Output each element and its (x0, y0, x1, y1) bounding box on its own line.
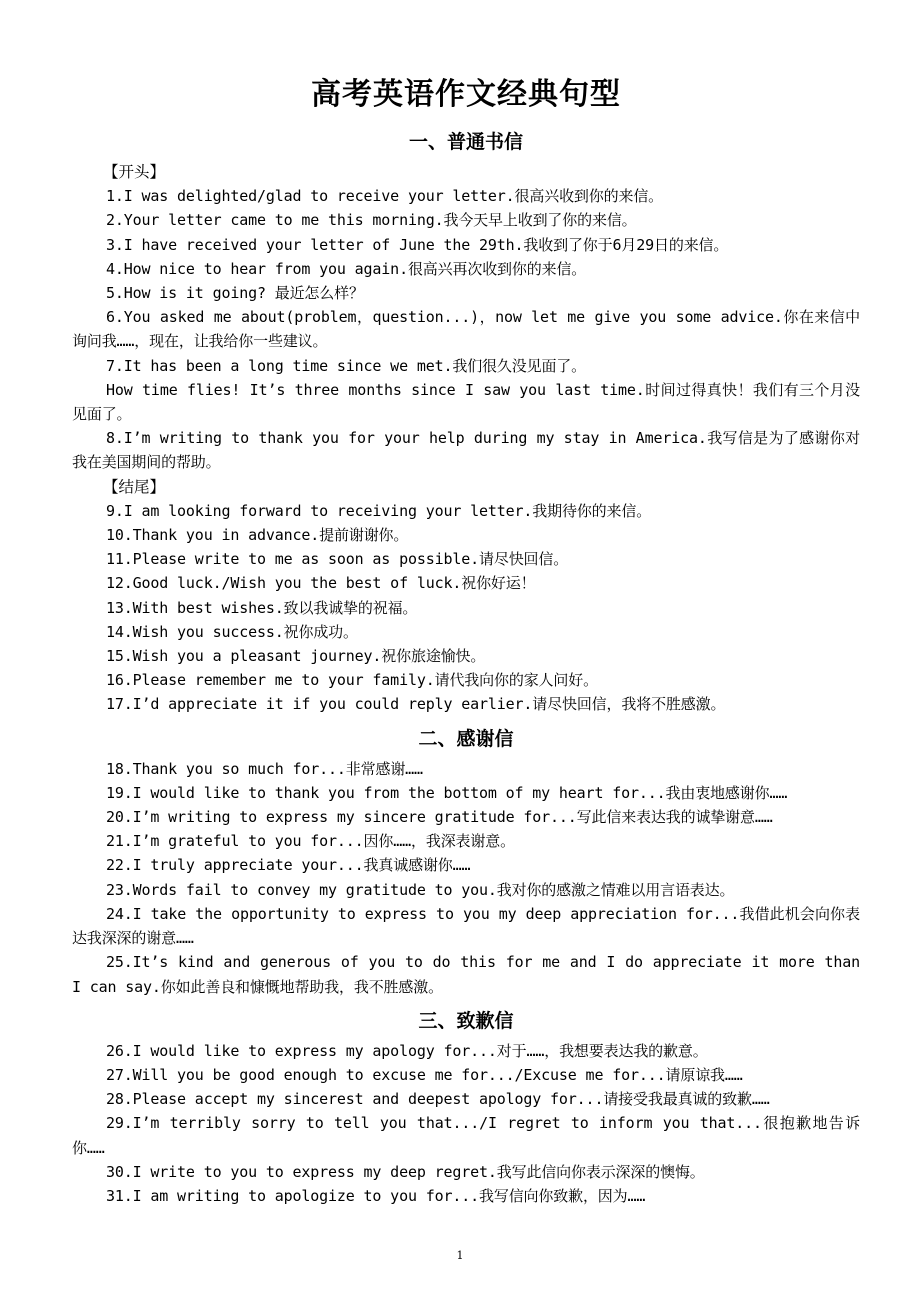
page-number: 1 (456, 1249, 464, 1262)
sentence-item: 5.How is it going? 最近怎么样？ (106, 284, 364, 303)
document-page (72, 70, 860, 1208)
sentence-item: 19.I would like to thank you from the bottom of my heart for...我由衷地感谢你…… (106, 783, 788, 802)
sentence-item: 27.Will you be good enough to excuse me for.../Excuse me for...请原谅我…… (106, 1065, 743, 1084)
sentence-item: 6.You asked me about(problem，question...)，now let me give you some advice.你在来信中询问我……，现在，让我给你一些建议。 (72, 308, 860, 351)
closing-label: 【结尾】 (103, 477, 166, 496)
sentence-item: 16.Please remember me to your family.请代我向你的家人问好。 (106, 671, 598, 690)
section-heading-thank-you-letter: 二、感谢信 (418, 727, 514, 750)
sentence-item: 8.I’m writing to thank you for your help during my stay in America.我写信是为了感谢你对我在美国期间的帮助。 (72, 429, 860, 472)
sentence-item: 17.I’d appreciate it if you could reply earlier.请尽快回信，我将不胜感激。 (106, 695, 726, 714)
sentence-item: 10.Thank you in advance.提前谢谢你。 (106, 526, 409, 545)
section-heading-apology-letter: 三、致歉信 (418, 1009, 514, 1032)
sentence-item: 18.Thank you so much for...非常感谢…… (106, 759, 423, 778)
sentence-item: 21.I’m grateful to you for...因你……，我深表谢意。 (106, 832, 515, 851)
sentence-item: 28.Please accept my sincerest and deepest apology for...请接受我最真诚的致歉…… (106, 1090, 770, 1109)
section-heading-general-letter: 一、普通书信 (408, 131, 523, 153)
sentence-item: 14.Wish you success.祝你成功。 (106, 622, 358, 641)
sentence-item: 1.I was delighted/glad to receive your letter.很高兴收到你的来信。 (106, 187, 664, 206)
sentence-item: 4.How nice to hear from you again.很高兴再次收到你的来信。 (106, 259, 587, 278)
sentence-item: 7.It has been a long time since we met.我们很久没见面了。 (106, 356, 587, 375)
sentence-item: 12.Good luck./Wish you the best of luck.祝你好运！ (106, 574, 536, 593)
sentence-item: 13.With best wishes.致以我诚挚的祝福。 (106, 598, 418, 617)
sentence-item: 2.Your letter came to me this morning.我今天早上收到了你的来信。 (106, 211, 637, 230)
sentence-item: 9.I am looking forward to receiving your letter.我期待你的来信。 (106, 501, 652, 520)
sentence-item: 31.I am writing to apologize to you for...我写信向你致歉，因为…… (106, 1186, 646, 1205)
sentence-item: 29.I’m terribly sorry to tell you that.../I regret to inform you that...很抱歉地告诉你…… (72, 1114, 860, 1157)
sentence-item: 24.I take the opportunity to express to you my deep appreciation for...我借此机会向你表达我深深的谢意…… (72, 904, 860, 948)
sentence-item: 22.I truly appreciate your...我真诚感谢你…… (106, 856, 471, 875)
sentence-item: 23.Words fail to convey my gratitude to you.我对你的感激之情难以用言语表达。 (106, 880, 735, 899)
sentence-item: 30.I write to you to express my deep regret.我写此信向你表示深深的懊悔。 (106, 1162, 705, 1181)
sentence-item: 26.I would like to express my apology for...对于……，我想要表达我的歉意。 (106, 1041, 708, 1060)
sentence-item: 20.I’m writing to express my sincere gratitude for...写此信来表达我的诚挚谢意…… (106, 808, 773, 827)
sentence-item: 11.Please write to me as soon as possible.请尽快回信。 (106, 550, 569, 569)
sentence-item: How time flies! It’s three months since I saw you last time.时间过得真快！我们有三个月没见面了。 (72, 380, 860, 424)
sentence-item: 3.I have received your letter of June the 29th.我收到了你于6月29日的来信。 (106, 235, 729, 254)
sentence-item: 15.Wish you a pleasant journey.祝你旅途愉快。 (106, 647, 486, 666)
sentence-item: 25.It’s kind and generous of you to do this for me and I do appreciate it more than I can say.你如此善良和慷慨地帮助我，我不胜感激。 (72, 953, 860, 996)
document-title: 高考英语作文经典句型 (311, 77, 621, 112)
opening-label: 【开头】 (103, 163, 166, 181)
